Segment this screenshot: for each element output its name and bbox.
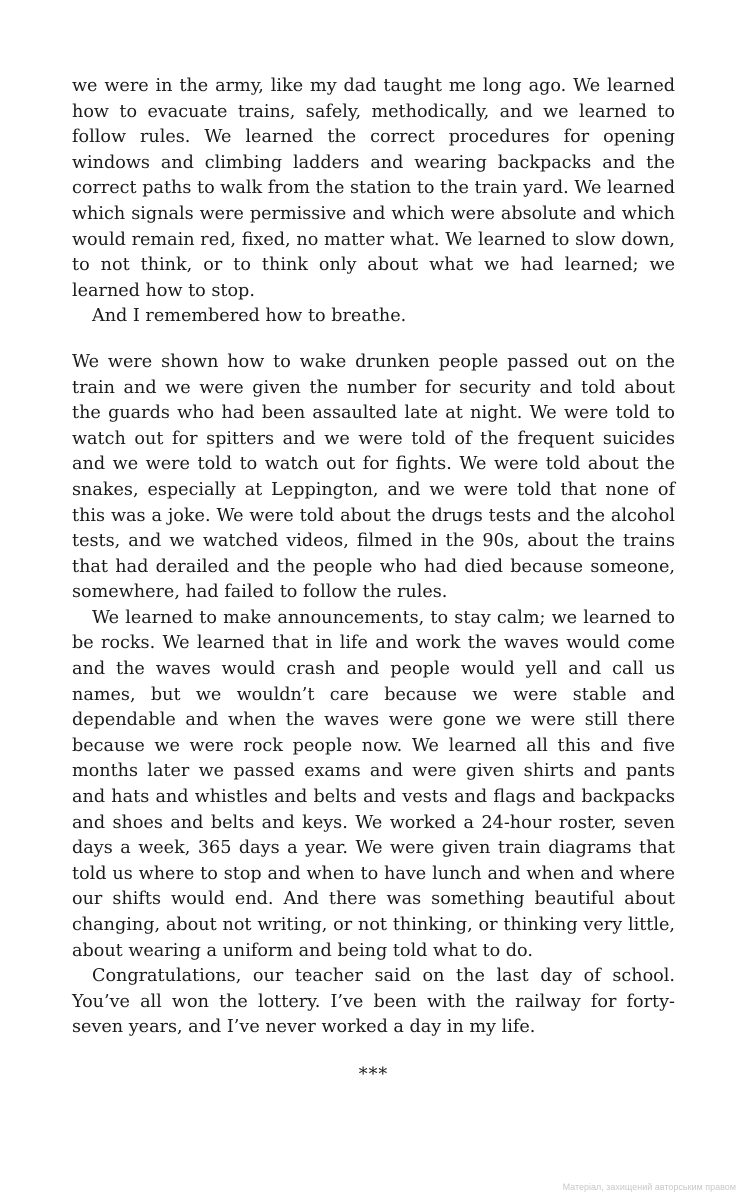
section-separator: *** — [358, 1064, 389, 1085]
book-page — [72, 74, 675, 1089]
paragraph-breathe: And I remembered how to breathe. — [92, 306, 407, 327]
paragraph-congratulations: Congratulations, our teacher said on the last day of school. You’ve all won the lottery. I’ve been with the railway for forty-seven years, and I’ve never worked a day in my life. — [72, 966, 675, 1038]
paragraph-training: we were in the army, like my dad taught me long ago. We learned how to evacuate trains, safely, methodically, and we learned to follow rules. We learned the correct procedures for opening windows and climbing ladders and wearing backpacks and the correct paths to walk from the station to the train yard. We learned which signals were permissive and which were absolute and which would remain red, fixed, no matter what. We learned to slow down, to not think, or to think only about what we had learned; we learned how to stop. — [72, 76, 675, 301]
paragraph-shown: We were shown how to wake drunken people passed out on the train and we were given the number for security and told about the guards who had been assaulted late at night. We were told to watch out for spitters and we were told of the frequent suicides and we were told to watch out for fights. We were told about the snakes, especially at Leppington, and we were told that none of this was a joke. We were told about the drugs tests and the alcohol tests, and we watched videos, filmed in the 90s, about the trains that had derailed and the people who had died because someone, somewhere, had failed to follow the rules. — [72, 351, 675, 603]
copyright-watermark: Матеріал, захищений авторським правом — [562, 1182, 736, 1192]
paragraph-rocks: We learned to make announcements, to stay calm; we learned to be rocks. We learned that in life and work the waves would come and the waves would crash and people would yell and call us names, but we wouldn’t care because we were stable and dependable and when the waves were gone we were still there because we were rock people now. We learned all this and five months later we passed exams and were given shirts and pants and hats and whistles and belts and vests and flags and backpacks and shoes and belts and keys. We worked a 24-hour roster, seven days a week, 365 days a year. We were given train diagrams that told us where to stop and when to have lunch and when and where our shifts would end. And there was something beautiful about changing, about not writing, or not thinking, or thinking very little, about wearing a uniform and being told what to do. — [72, 607, 675, 961]
